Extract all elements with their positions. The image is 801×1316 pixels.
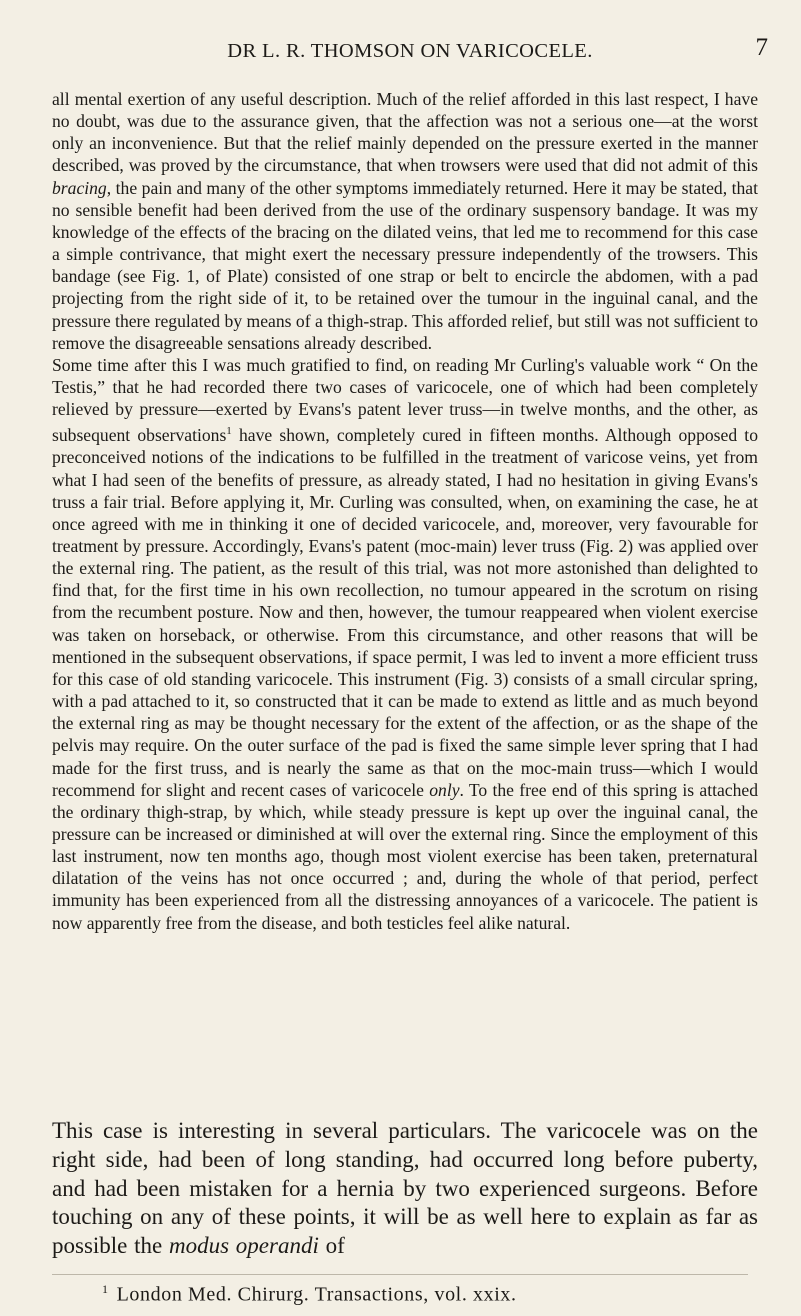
footnote-text: London Med. Chirurg. Transactions, vol. xxix. xyxy=(116,1283,517,1306)
page-number: 7 xyxy=(755,34,768,61)
text-run: Some time after this I was much gratified to find, on reading Mr Curling's valuable work “ On the Testis,” that he had recorded there two cases of varicocele, one of which had been completely relieved by pressure—exerted by Evans's patent lever truss—in twelve months, and the other, as subsequent observations xyxy=(52,354,758,446)
text-run: This case is interesting in several particulars. The varicocele was on the right side, had been of long standing, had occurred long before puberty, and had been mistaken for a hernia by two experienced surgeons. Before touching on any of these points, it will be as well here to explain as far as possible the xyxy=(52,1118,758,1259)
text-run: all mental exertion of any useful description. Much of the relief afforded in this last respect, I have no doubt, was due to the assurance given, that the affection was not a serious one—at the worst only an inconvenience. But that the relief mainly depended on the pressure exerted in the manner described, was proved by the circumstance, that when trowsers were used that did not admit of this xyxy=(52,89,758,176)
paragraph-bracing xyxy=(52,88,758,354)
text-run: . To the free end of this spring is attached the ordinary thigh-strap, by which, while steady pressure is kept up over the inguinal canal, the pressure can be increased or diminished at will over the external ring. Since the employment of this last instrument, now ten months ago, though most violent exercise has been taken, preternatural dilatation of the veins has not once occurred ; and, during the whole of that period, perfect immunity has been experienced from all the distressing annoyances of a varicocele. The patient is now apparently free from the disease, and both testicles feel alike natural. xyxy=(52,779,758,933)
footnote-divider xyxy=(52,1274,748,1275)
text-run: , the pain and many of the other symptoms immediately returned. Here it may be stated, that no sensible benefit had been derived from the use of the ordinary suspensory bandage. It was my knowledge of the effects of the bracing on the dilated veins, that led me to recommend for this case a simple contrivance, that might exert the necessary pressure independently of the trowsers. This bandage (see Fig. 1, of Plate) consisted of one strap or belt to encircle the abdomen, with a pad projecting from the right side of it, to be retained over the tumour in the inguinal canal, and the pressure there regulated by means of a thigh-strap. This afforded relief, but still was not sufficient to remove the disagreeable sensations already described. xyxy=(52,177,758,353)
running-head: DR L. R. THOMSON ON VARICOCELE. xyxy=(227,40,593,62)
text-run: of xyxy=(318,1233,345,1259)
paragraph-interesting xyxy=(52,1117,758,1261)
italic-run: modus operandi xyxy=(169,1233,319,1259)
footnote xyxy=(102,1282,517,1307)
footnote-marker: 1 xyxy=(102,1282,109,1296)
italic-run: only xyxy=(429,779,460,800)
text-run: have shown, completely cured in fifteen months. Although opposed to preconceived notions of the indications to be fulfilled in the treatment of varicose veins, yet from what I had seen of the benefits of pressure, as already stated, I had no hesitation in giving Evans's truss a fair trial. Before applying it, Mr. Curling was consulted, when, on examining the case, he at once agreed with me in thinking it one of decided varicocele, and, moreover, very favourable for treatment by pressure. Accordingly, Evans's patent (moc-main) lever truss (Fig. 2) was applied over the external ring. The patient, as the result of this trial, was not more astonished than delighted to find that, for the first time in his own recollection, no tumour appeared in the scrotum on rising from the recumbent posture. Now and then, however, the tumour reappeared when violent exercise was taken on horseback, or otherwise. From this circumstance, and other reasons that will be mentioned in the subsequent observations, if space permit, I was led to invent a more efficient truss for this case of old standing varicocele. This instrument (Fig. 3) consists of a small circular spring, with a pad attached to it, so constructed that it can be made to extend as little and as much beyond the external ring as may be thought necessary for the extent of the affection, or as the shape of the pelvis may require. On the outer surface of the pad is fixed the same simple lever spring that I had made for the first truss, and is nearly the same as that on the moc-main truss—which I would recommend for slight and recent cases of varicocele xyxy=(52,425,758,800)
small-print-block xyxy=(52,88,758,934)
italic-run: bracing xyxy=(52,177,107,198)
paragraph-truss xyxy=(52,354,758,934)
page-header xyxy=(60,34,768,68)
footnote-reference[interactable]: 1 xyxy=(226,425,232,438)
main-text-block xyxy=(52,1117,758,1261)
